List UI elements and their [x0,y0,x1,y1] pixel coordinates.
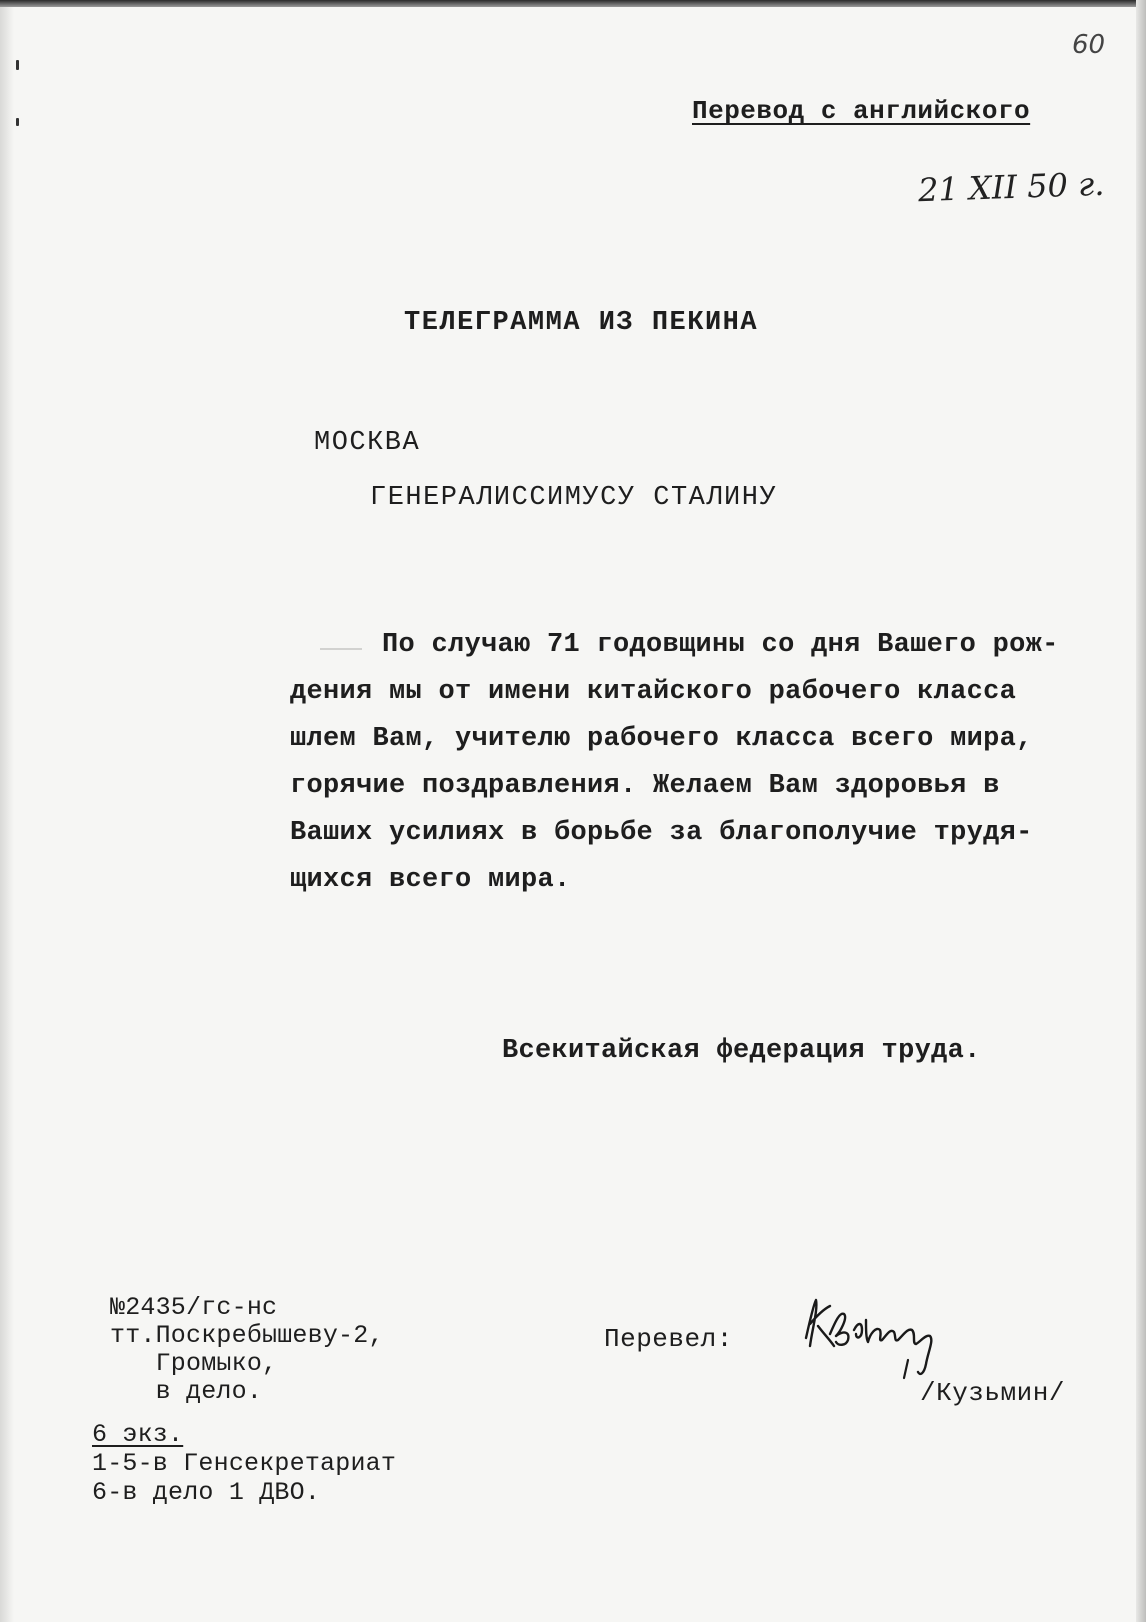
routing-block [110,1294,384,1406]
body-line: Ваших усилиях в борьбе за благополучие трудя- [290,818,1033,848]
routing-line: №2435/гс-нс [110,1293,278,1322]
routing-line: тт.Поскребышеву-2, [110,1321,384,1350]
copies-line: 1-5-в Генсекретариат [92,1449,397,1478]
binding-mark [16,118,19,126]
body-line: шлем Вам, учителю рабочего класса всего мира, [290,724,1033,754]
addressee-city: МОСКВА [314,428,421,458]
body-line: горячие поздравления. Желаем Вам здоровья в [290,771,1000,801]
scan-right-edge [1136,0,1146,1622]
handwritten-date: 21 XII 50 г. [917,164,1105,210]
addressee-name: ГЕНЕРАЛИССИМУСУ СТАЛИНУ [370,483,778,513]
copies-count: 6 экз. [92,1420,184,1449]
binding-mark [16,60,19,70]
copies-block [92,1420,396,1507]
copies-line: 6-в дело 1 ДВО. [92,1478,321,1507]
translator-name: /Кузьмин/ [920,1378,1065,1408]
translated-by-label: Перевел: [604,1324,733,1354]
scan-left-shadow [0,0,14,1622]
body-line: дения мы от имени китайского рабочего класса [290,677,1017,707]
body-line: По случаю 71 годовщины со дня Вашего рож- [382,630,1059,660]
translation-note: Перевод с английского [692,96,1031,126]
sender-signature-line: Всекитайская федерация труда. [502,1036,981,1066]
document-title: ТЕЛЕГРАММА ИЗ ПЕКИНА [404,308,759,338]
handwritten-signature [800,1290,950,1380]
page-number: 60 [1072,30,1106,60]
body-line: щихся всего мира. [290,865,571,895]
scan-top-edge [0,0,1146,7]
routing-line: Громыко, [110,1349,278,1378]
routing-line: в дело. [110,1377,263,1406]
telegram-body [290,622,1100,904]
